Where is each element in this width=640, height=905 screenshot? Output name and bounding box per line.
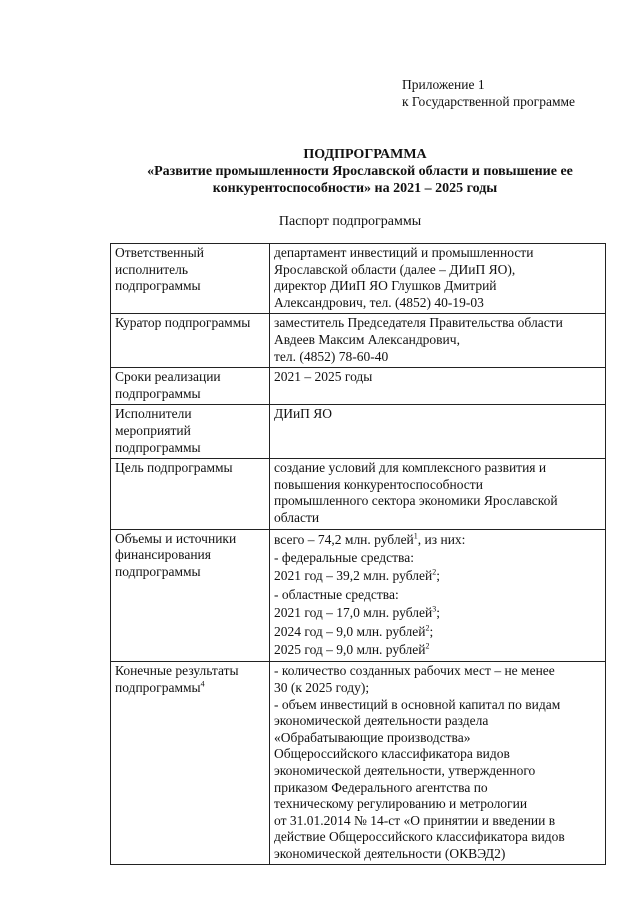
passport-table	[110, 243, 606, 865]
row-label: Сроки реализации подпрограммы	[111, 368, 270, 405]
funding-line: - федеральные средства:	[274, 549, 414, 565]
document-title	[0, 146, 640, 197]
row-value: 2021 – 2025 годы	[270, 368, 606, 405]
appendix-line-1: Приложение 1	[402, 77, 485, 92]
row-label: Исполнители мероприятий подпрограммы	[111, 405, 270, 459]
title-line-2: «Развитие промышленности Ярославской области и повышение ее	[147, 164, 573, 179]
row-value: ДИиП ЯО	[270, 405, 606, 459]
table-row	[111, 459, 606, 529]
appendix-line-2: к Государственной программе	[402, 94, 576, 109]
table-row	[111, 368, 606, 405]
row-label: Ответственный исполнитель подпрограммы	[111, 244, 270, 314]
title-line-1: ПОДПРОГРАММА	[303, 147, 427, 162]
table-row	[111, 529, 606, 662]
row-value: департамент инвестиций и промышленности Ярославской области (далее – ДИиП ЯО), директор ДИиП ЯО Глушков Дмитрий Александрович, тел. (4852) 40-19-03	[270, 244, 606, 314]
funding-line: 2021 год – 39,2 млн. рублей$^2$;	[274, 567, 440, 584]
table-row	[111, 244, 606, 314]
row-label: Куратор подпрограммы	[111, 314, 270, 368]
row-value: - количество созданных рабочих мест – не менее 30 (к 2025 году); - объем инвестиций в основной капитал по видам экономической деятельности раздела «Обрабатывающие производства» Общероссийского классификатора видов экономической деятельности, утвержденного приказом Федерального агентства по техническому регулированию и метрологии от 31.01.2014 № 14-ст «О принятии и введении в действие Общероссийского классификатора видов экономической деятельности (ОКВЭД2)	[270, 662, 606, 865]
row-label: Конечные результаты подпрограммы$^4$	[111, 662, 270, 865]
funding-line: всего – 74,2 млн. рублей$^1$, из них:	[274, 531, 466, 547]
row-value: создание условий для комплексного развития и повышения конкурентоспособности промышленного сектора экономики Ярославской области	[270, 459, 606, 529]
table-row	[111, 405, 606, 459]
row-label: Цель подпрограммы	[111, 459, 270, 529]
funding-line: 2024 год – 9,0 млн. рублей$^2$;	[274, 623, 434, 639]
appendix-note	[402, 76, 575, 110]
funding-line: - областные средства:	[274, 586, 399, 602]
funding-line: 2025 год – 9,0 млн. рублей$^2$	[274, 641, 430, 657]
funding-line: 2021 год – 17,0 млн. рублей$^3$;	[274, 604, 440, 621]
table-row	[111, 314, 606, 368]
row-value: заместитель Председателя Правительства области Авдеев Максим Александрович, тел. (4852) 78-60-40	[270, 314, 606, 368]
row-value	[270, 529, 606, 662]
passport-heading: Паспорт подпрограммы	[278, 214, 422, 229]
row-label: Объемы и источники финансирования подпрограммы	[111, 529, 270, 662]
title-line-3: конкурентоспособности» на 2021 – 2025 годы	[212, 181, 498, 196]
table-row	[111, 662, 606, 865]
